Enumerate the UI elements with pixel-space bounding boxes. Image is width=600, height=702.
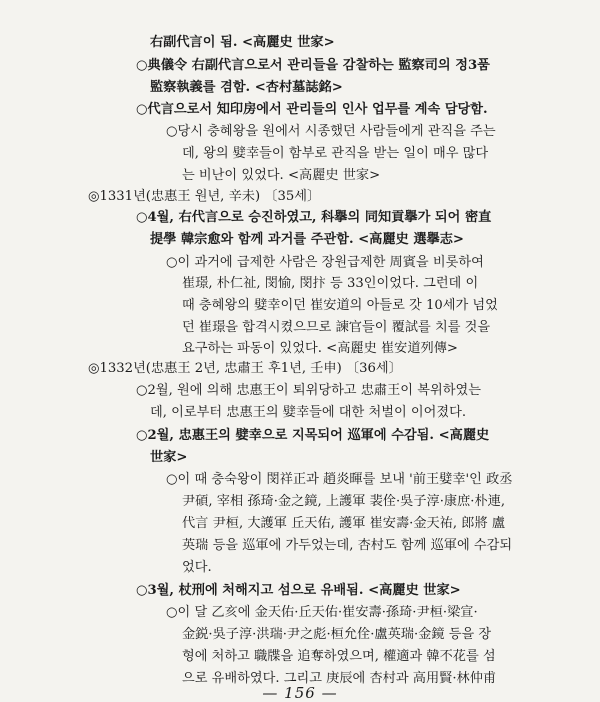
text-line: 世家> (150, 450, 188, 465)
text-line: 代言 尹桓, 大護軍 丘天佑, 護軍 崔安壽·金天祐, 郎將 盧 (182, 516, 506, 531)
text-line: 데, 왕의 嬖幸들이 함부로 관직을 받는 일이 매우 많다 (182, 146, 489, 161)
text-line: 때 충혜왕의 嬖幸이던 崔安道의 아들로 갓 10세가 넘었 (182, 298, 498, 313)
text-line: 監察執義를 겸함. <杏村墓誌銘> (150, 80, 343, 95)
text-line: ○典儀令 右副代言으로서 관리들을 감찰하는 監察司의 정3품 (136, 58, 490, 73)
text-line: ◎1332년(忠惠王 2년, 忠肅王 후1년, 壬申) 〔36세〕 (88, 361, 402, 376)
text-line: ○2월, 忠惠王의 嬖幸으로 지목되어 巡軍에 수감됨. <高麗史 (136, 428, 490, 443)
page-number: — 156 — (262, 684, 338, 702)
text-line: ◎1331년(忠惠王 원년, 辛未) 〔35세〕 (88, 189, 321, 204)
text-line: ○代言으로서 知印房에서 관리들의 인사 업무를 계속 담당함. (136, 102, 488, 117)
text-line: 崔璟, 朴仁祉, 閔愉, 閔抃 등 33인이었다. 그런데 이 (182, 276, 479, 291)
text-line: 金鋭·吳子淳·洪瑞·尹之彪·桓允佺·盧英瑞·金鏡 등을 장 (182, 627, 492, 642)
text-line: 右副代言이 됨. <高麗史 世家> (150, 35, 335, 50)
text-line: 尹碩, 宰相 孫琦·金之鏡, 上護軍 裴佺·吳子淳·康庶·朴連, (182, 494, 506, 509)
text-line: 었다. (182, 560, 212, 575)
text-line: ○이 때 충숙왕이 閔祥正과 趙炎暉를 보내 '前王嬖幸'인 政丞 (166, 472, 513, 487)
text-line: ○2월, 원에 의해 忠惠王이 퇴위당하고 忠肅王이 복위하였는 (136, 383, 481, 398)
text-line: ○당시 충혜왕을 원에서 시종했던 사람들에게 관직을 주는 (166, 124, 496, 139)
text-line: ○4월, 右代言으로 승진하였고, 科擧의 同知貢擧가 되어 密直 (136, 210, 492, 225)
text-line: 요구하는 파동이 있었다. <高麗史 崔安道列傳> (182, 341, 458, 356)
text-line: 데, 이로부터 忠惠王의 嬖幸들에 대한 처벌이 이어졌다. (150, 405, 467, 420)
text-line: 英瑞 등을 巡軍에 가두었는데, 杏村도 함께 巡軍에 수감되 (182, 538, 513, 553)
text-line: 으로 유배하였다. 그리고 庚辰에 杏村과 高用賢·林仲甫 (182, 671, 497, 686)
text-line: 형에 처하고 職牒을 追奪하였으며, 權適과 韓不花를 섬 (182, 649, 496, 664)
text-line: 提學 韓宗愈와 함께 과거를 주관함. <高麗史 選擧志> (150, 232, 464, 247)
text-line: ○이 달 乙亥에 金天佑·丘天佑·崔安壽·孫琦·尹桓·梁宣· (166, 605, 478, 620)
text-line: 던 崔璟을 합격시켰으므로 諫官들이 覆試를 치를 것을 (182, 320, 491, 335)
text-line: ○이 과거에 급제한 사람은 장원급제한 周賓을 비롯하여 (166, 255, 484, 270)
text-line: ○3월, 杖刑에 처해지고 섬으로 유배됨. <高麗史 世家> (136, 583, 461, 598)
text-line: 는 비난이 있었다. <高麗史 世家> (182, 168, 381, 183)
